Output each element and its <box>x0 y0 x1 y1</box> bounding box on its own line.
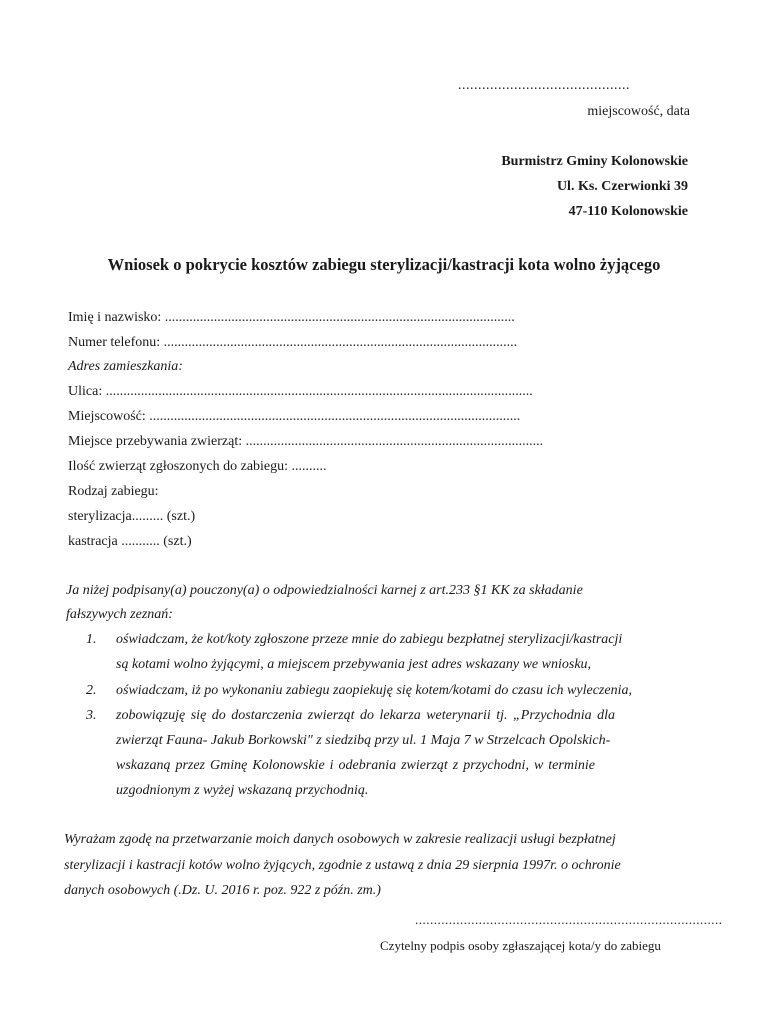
declaration-item-line: oświadczam, iż po wykonaniu zabiegu zaopiekuję się kotem/kotami do czasu ich wyleczenia, <box>116 683 632 698</box>
declaration-item-line: zobowiązuję się do dostarczenia zwierząt do lekarza weterynarii tj. „Przychodnia dla <box>116 708 615 723</box>
addressee-street: Ul. Ks. Czerwionki 39 <box>556 179 688 194</box>
declaration-item-line: wskazaną przez Gminę Kolonowskie i odebrania zwierząt z przychodni, w terminie <box>116 758 595 773</box>
place-date-label: miejscowość, data <box>587 104 690 119</box>
field-castration: kastracja ........... (szt.) <box>68 534 192 549</box>
addressee-city: 47-110 Kolonowskie <box>568 204 688 219</box>
declaration-item-number: 2. <box>86 683 97 698</box>
field-phone: Numer telefonu: ..................................................................................................... <box>68 335 518 350</box>
field-name: Imię i nazwisko: .................................................................................................... <box>68 310 515 325</box>
field-animal-count: Ilość zwierząt zgłoszonych do zabiegu: .......... <box>68 459 327 474</box>
document-title: Wniosek o pokrycie kosztów zabiegu sterylizacji/kastracji kota wolno żyjącego <box>107 255 661 274</box>
field-street: Ulica: .......................................................................................................................... <box>68 384 533 399</box>
declaration-intro-line1: Ja niżej podpisany(a) pouczony(a) o odpowiedzialności karnej z art.233 §1 KK za składanie <box>66 583 583 598</box>
field-address-heading: Adres zamieszkania: <box>68 359 183 374</box>
consent-line: danych osobowych (.Dz. U. 2016 r. poz. 922 z późn. zm.) <box>64 883 381 898</box>
declaration-item-line: uzgodnionym z wyżej wskazaną przychodnią. <box>116 783 369 798</box>
declaration-intro-line2: fałszywych zeznań: <box>66 607 173 622</box>
declaration-item-line: oświadczam, że kot/koty zgłoszone przeze mnie do zabiegu bezpłatnej sterylizacji/kastracji <box>116 632 623 647</box>
declaration-item-line: zwierząt Fauna- Jakub Borkowski" z siedzibą przy ul. 1 Maja 7 w Strzelcach Opolskich- <box>116 733 611 748</box>
consent-line: Wyrażam zgodę na przetwarzanie moich danych osobowych w zakresie realizacji usługi bezpłatnej <box>64 832 616 847</box>
signature-dots-line: .................................................................................. <box>415 912 723 927</box>
field-animal-location: Miejsce przebywania zwierząt: ..................................................................................... <box>68 434 544 449</box>
field-sterilization: sterylizacja......... (szt.) <box>68 509 196 524</box>
field-town: Miejscowość: .......................................................................................................... <box>68 409 521 424</box>
field-procedure-type: Rodzaj zabiegu: <box>68 484 159 499</box>
declaration-item-number: 3. <box>86 708 97 723</box>
signature-label: Czytelny podpis osoby zgłaszającej kota/y do zabiegu <box>380 938 661 953</box>
declaration-item-line: są kotami wolno żyjącymi, a miejscem przebywania jest adres wskazany we wniosku, <box>116 657 592 672</box>
declaration-item-number: 1. <box>86 632 97 647</box>
date-dots-line: ........................................... <box>458 78 630 93</box>
consent-line: sterylizacji i kastracji kotów wolno żyjących, zgodnie z ustawą z dnia 29 sierpnia 1997r. o ochronie <box>64 858 621 873</box>
addressee-name: Burmistrz Gminy Kolonowskie <box>501 154 688 169</box>
